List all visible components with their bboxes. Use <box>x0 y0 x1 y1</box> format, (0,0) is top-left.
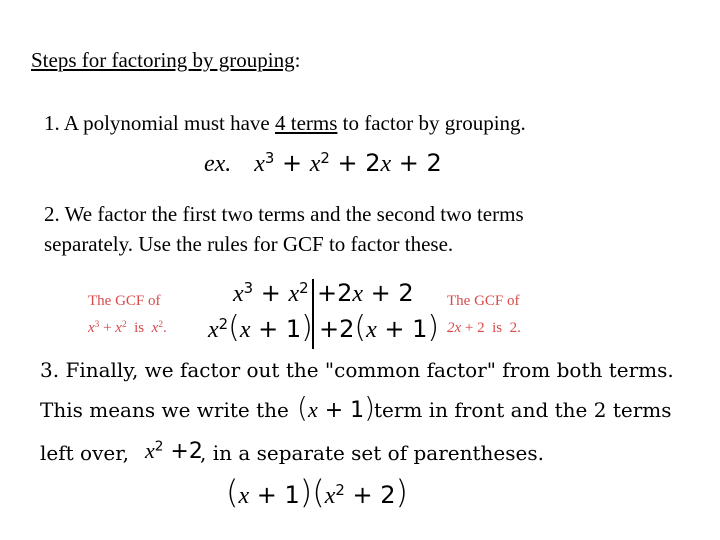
leftover-expression: $x^2 +2$ <box>145 438 203 464</box>
group-top-left: $x^3 + x^2$ <box>233 278 309 307</box>
heading-text: Steps for factoring by grouping <box>31 48 295 72</box>
heading: Steps for factoring by grouping: <box>31 48 301 72</box>
group-top-right: +2x + 2 <box>317 279 414 307</box>
gcf-note-right-title: The GCF of <box>447 293 520 309</box>
step-3-line-3-end: , in a separate set of parentheses. <box>200 441 544 465</box>
step-1-text: 1. A polynomial must have 4 terms to factor by grouping. <box>44 111 526 135</box>
step-2-line-2: separately. Use the rules for GCF to factor these. <box>44 232 454 256</box>
four-terms-emphasis: 4 terms <box>275 111 338 135</box>
group-bottom-left: $x^2(x + 1)$ <box>208 310 313 345</box>
gcf-note-left-detail: $x^3 + x^2$ is $x^2$. <box>88 319 167 336</box>
gcf-note-right-detail: 2x + 2 is 2. <box>447 320 521 336</box>
group-bottom-right: +2(x + 1) <box>319 310 440 345</box>
step-3-line-2-end: term in front and the 2 terms <box>374 398 672 422</box>
step-3-line-1: 3. Finally, we factor out the "common factor" from both terms. <box>40 358 674 382</box>
common-factor-expression: (x + 1) <box>297 391 376 424</box>
step-2-line-1: 2. We factor the first two terms and the second two terms <box>44 202 524 226</box>
factored-result: $(x + 1)(x^2 + 2)$ <box>226 473 408 511</box>
example-polynomial: ex. $x^3 + x^2 + 2x + 2$ <box>204 148 442 177</box>
step-3-line-3-start: left over, <box>40 441 129 465</box>
gcf-note-left-title: The GCF of <box>88 293 161 309</box>
step-3-line-2-start: This means we write the <box>40 398 289 422</box>
